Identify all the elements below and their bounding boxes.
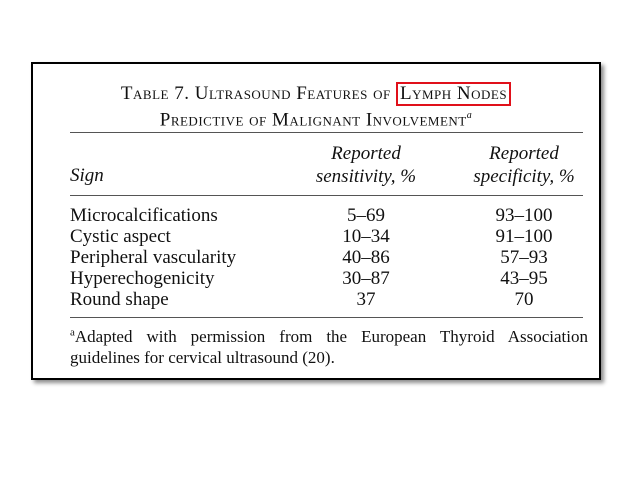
- table-title-line2: [33, 105, 599, 131]
- bottom-rule: [70, 317, 583, 318]
- cell-specificity: 43–95: [500, 268, 548, 289]
- cell-sign: Microcalcifications: [70, 205, 218, 226]
- header-sensitivity-line1: Reported: [331, 143, 401, 164]
- cell-sensitivity: 5–69: [347, 205, 385, 226]
- table-row: [70, 289, 590, 310]
- cell-specificity: 93–100: [495, 205, 553, 226]
- cell-sensitivity: 40–86: [342, 247, 390, 268]
- table-row: [70, 247, 590, 268]
- footnote-text: Adapted with permission from the European Thyroid Association guidelines for cervical ultrasound (20).: [70, 327, 588, 367]
- table-footnote: [70, 326, 588, 368]
- cell-sign: Peripheral vascularity: [70, 247, 237, 268]
- table-title-second-line: Predictive of Malignant Involvement: [159, 109, 467, 131]
- cell-specificity: 57–93: [500, 247, 548, 268]
- cell-sensitivity: 10–34: [342, 226, 390, 247]
- table-body: [70, 205, 590, 310]
- cell-sensitivity: 37: [356, 289, 376, 310]
- title-footnote-mark: a: [466, 110, 473, 121]
- top-rule: [70, 132, 583, 133]
- cell-specificity: 70: [514, 289, 534, 310]
- header-rule: [70, 195, 583, 196]
- highlighted-phrase-lymph-nodes: Lymph Nodes: [396, 82, 511, 106]
- table-row: [70, 205, 590, 226]
- header-sensitivity-line2: sensitivity, %: [315, 166, 417, 187]
- cell-sign: Round shape: [70, 289, 169, 310]
- footnote-mark: a: [70, 326, 75, 339]
- cell-sensitivity: 30–87: [342, 268, 390, 289]
- cell-specificity: 91–100: [495, 226, 553, 247]
- table-row: [70, 268, 590, 289]
- table-row: [70, 226, 590, 247]
- table-title-prefix: Table 7. Ultrasound Features of: [120, 83, 391, 104]
- header-sign: Sign: [70, 165, 104, 186]
- table-frame: [31, 62, 601, 380]
- header-specificity: [459, 142, 589, 188]
- table-title-line1: [33, 82, 599, 106]
- header-specificity-line2: specificity, %: [473, 166, 575, 187]
- cell-sign: Hyperechogenicity: [70, 268, 215, 289]
- cell-sign: Cystic aspect: [70, 226, 171, 247]
- header-specificity-line1: Reported: [489, 143, 559, 164]
- header-sensitivity: [295, 142, 437, 188]
